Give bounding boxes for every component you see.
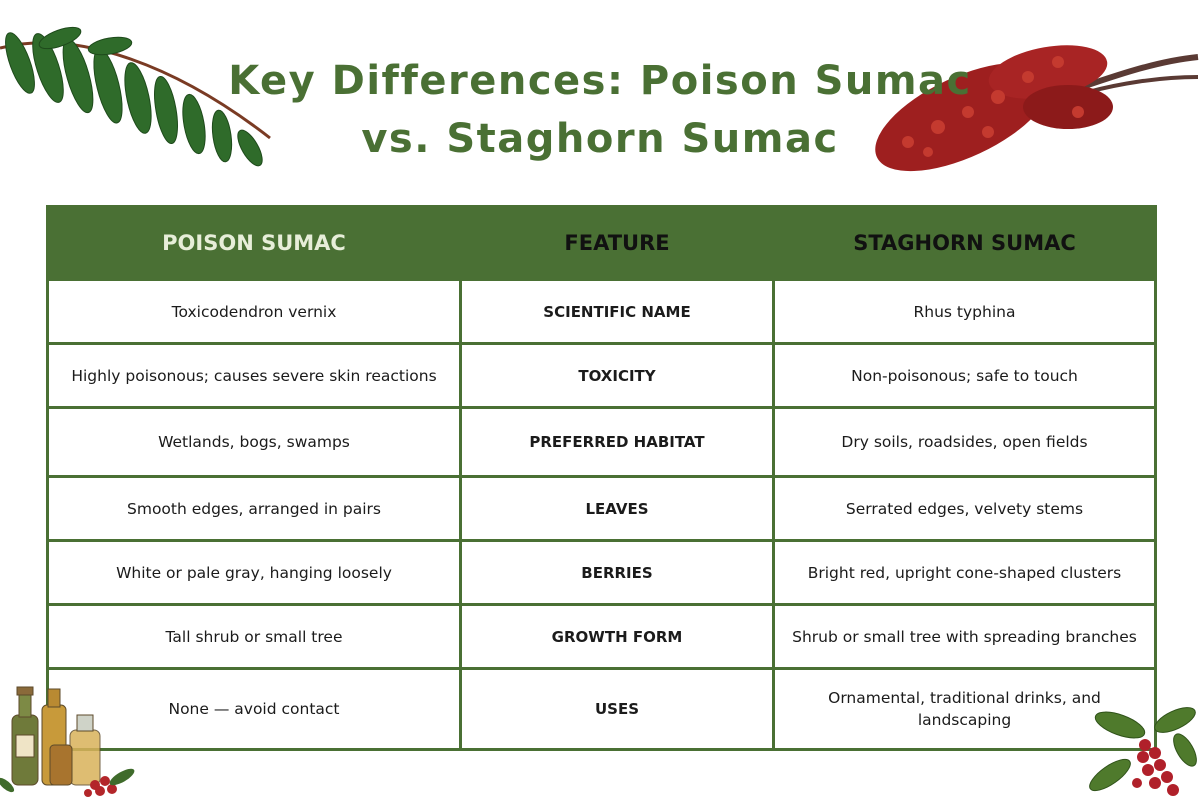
poison-cell: Wetlands, bogs, swamps [48,408,461,477]
poison-cell: Smooth edges, arranged in pairs [48,477,461,541]
poison-cell: White or pale gray, hanging loosely [48,541,461,605]
poison-cell: Toxicodendron vernix [48,280,461,344]
table-row [48,669,1156,750]
poison-cell: None — avoid contact [48,669,461,750]
staghorn-cell: Serrated edges, velvety stems [774,477,1156,541]
header-feature: FEATURE [461,207,774,280]
herbal-oil-bottles-image [0,685,140,800]
table-row [48,605,1156,669]
poison-cell: Highly poisonous; causes severe skin reactions [48,344,461,408]
staghorn-cell: Bright red, upright cone-shaped clusters [774,541,1156,605]
table-row [48,408,1156,477]
feature-cell: PREFERRED HABITAT [461,408,774,477]
header-staghorn-sumac: STAGHORN SUMAC [774,207,1156,280]
table-header [48,207,1156,280]
feature-cell: LEAVES [461,477,774,541]
feature-cell: TOXICITY [461,344,774,408]
header-row [48,207,1156,280]
red-berries-and-leaves-image [1085,705,1200,800]
feature-cell: SCIENTIFIC NAME [461,280,774,344]
staghorn-cell: Dry soils, roadsides, open fields [774,408,1156,477]
table-row [48,541,1156,605]
comparison-table-container [46,205,1154,751]
staghorn-cell: Non-poisonous; safe to touch [774,344,1156,408]
staghorn-cell: Ornamental, traditional drinks, and landscaping [774,669,1156,750]
poison-cell: Tall shrub or small tree [48,605,461,669]
table-body [48,280,1156,750]
comparison-table [46,205,1157,751]
feature-cell: GROWTH FORM [461,605,774,669]
feature-cell: USES [461,669,774,750]
table-row [48,477,1156,541]
feature-cell: BERRIES [461,541,774,605]
page-title [0,52,1200,168]
header-poison-sumac: POISON SUMAC [48,207,461,280]
staghorn-cell: Shrub or small tree with spreading branches [774,605,1156,669]
title-line-1: Key Differences: Poison Sumac [228,58,972,104]
table-row [48,280,1156,344]
title-line-2: vs. Staghorn Sumac [361,116,839,162]
table-row [48,344,1156,408]
staghorn-cell: Rhus typhina [774,280,1156,344]
